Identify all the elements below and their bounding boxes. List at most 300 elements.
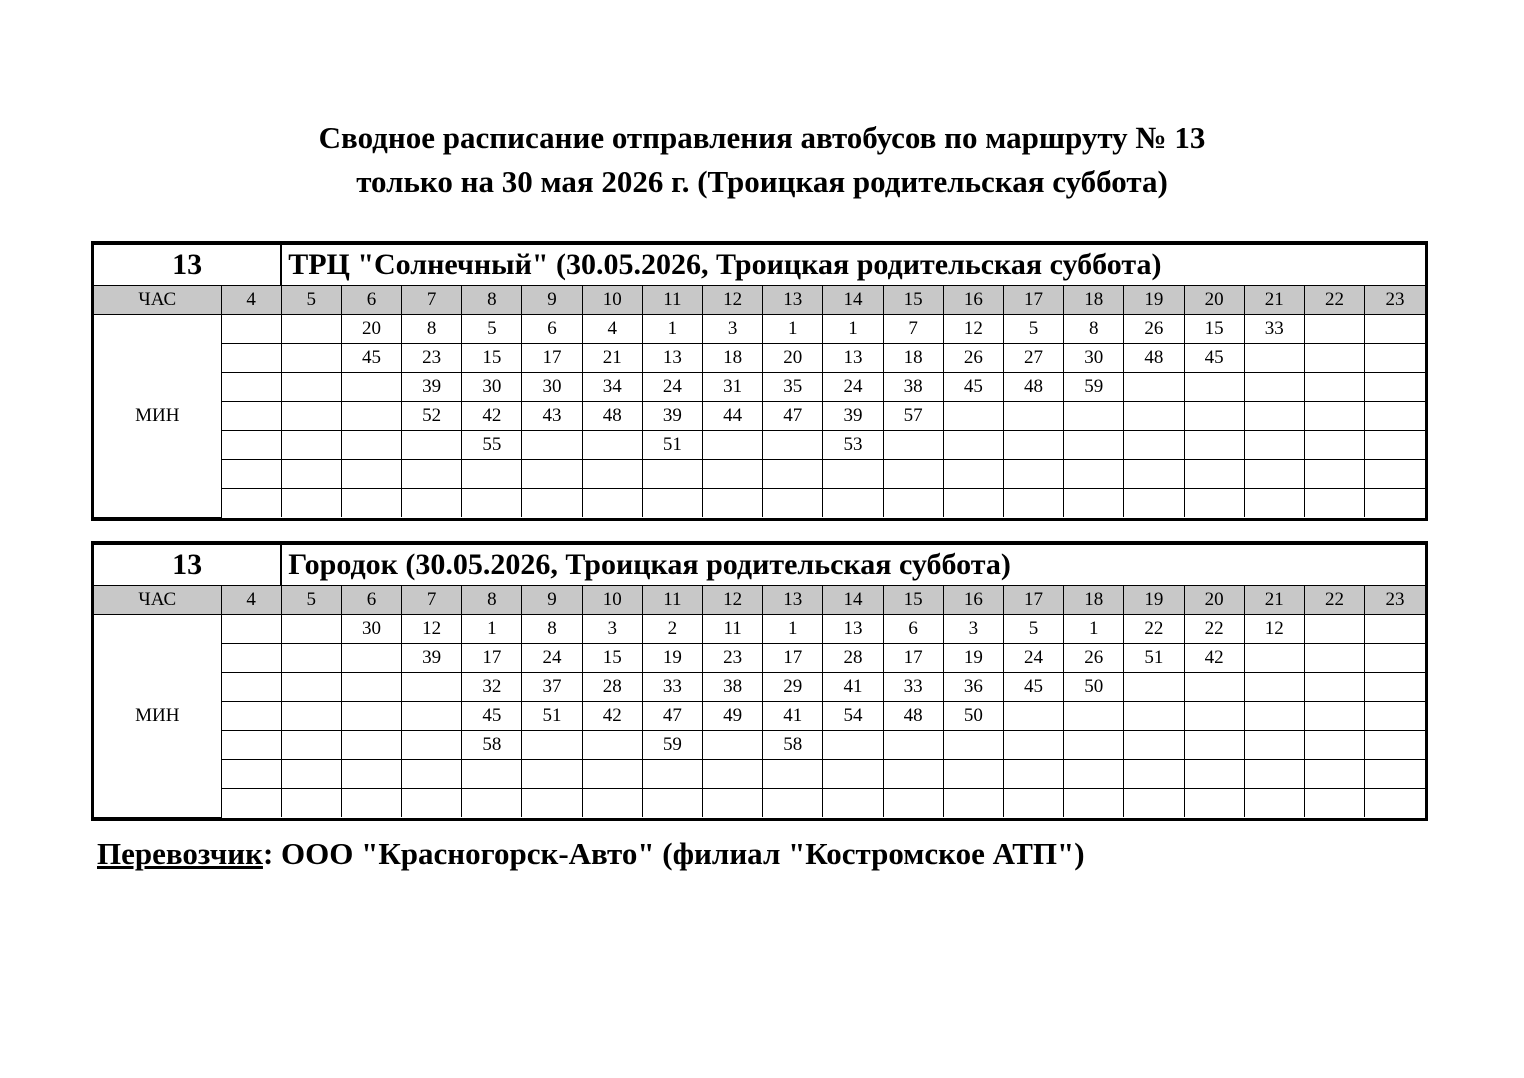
minute-cell: 57 (883, 402, 943, 431)
minute-cell (402, 489, 462, 518)
minute-cell (943, 431, 1003, 460)
minute-cell: 30 (341, 615, 401, 644)
hour-cell: 22 (1304, 586, 1364, 615)
minute-cell (883, 460, 943, 489)
minute-cell (341, 460, 401, 489)
minute-cell: 17 (462, 644, 522, 673)
minute-cell (1365, 644, 1425, 673)
minute-cell (281, 615, 341, 644)
minute-cell (1184, 431, 1244, 460)
minute-cell (522, 431, 582, 460)
minute-cell (1304, 315, 1364, 344)
minute-cell: 30 (522, 373, 582, 402)
minute-cell (1003, 489, 1063, 518)
minute-cell (1244, 489, 1304, 518)
minute-cell: 3 (703, 315, 763, 344)
minute-cell: 38 (883, 373, 943, 402)
minute-cell (1124, 760, 1184, 789)
minute-cell (823, 731, 883, 760)
title-line-2: только на 30 мая 2026 г. (Троицкая родительская суббота) (356, 164, 1168, 199)
minute-cell: 39 (402, 644, 462, 673)
minute-cell (582, 731, 642, 760)
minute-cell (1244, 673, 1304, 702)
minute-cell: 24 (522, 644, 582, 673)
minute-cell (462, 460, 522, 489)
minute-cell (1003, 702, 1063, 731)
minute-cell (1124, 431, 1184, 460)
title-line-1: Сводное расписание отправления автобусов по маршруту № 13 (318, 120, 1206, 155)
minute-cell: 7 (883, 315, 943, 344)
minute-cell (221, 615, 281, 644)
minute-cell (1184, 489, 1244, 518)
minute-cell: 13 (823, 615, 883, 644)
minute-cell (1184, 460, 1244, 489)
minute-cell: 45 (462, 702, 522, 731)
minute-cell: 45 (1003, 673, 1063, 702)
carrier-label: Перевозчик (97, 836, 263, 871)
minute-cell: 59 (642, 731, 702, 760)
minute-cell: 24 (1003, 644, 1063, 673)
minute-cell (522, 731, 582, 760)
hour-cell: 15 (883, 286, 943, 315)
hour-cell: 11 (642, 586, 702, 615)
minute-cell: 13 (823, 344, 883, 373)
minute-cell (943, 402, 1003, 431)
stop-name: ТРЦ "Солнечный" (30.05.2026, Троицкая родительская суббота) (281, 245, 1425, 286)
minute-cell (462, 760, 522, 789)
minute-cell: 4 (582, 315, 642, 344)
minute-cell (1064, 760, 1124, 789)
minute-cell (703, 460, 763, 489)
minute-cell (221, 460, 281, 489)
minute-cell (1365, 373, 1425, 402)
minute-cell (582, 489, 642, 518)
hour-cell: 9 (522, 586, 582, 615)
minute-cell (703, 489, 763, 518)
minute-cell (642, 489, 702, 518)
hour-cell: 14 (823, 286, 883, 315)
hour-cell: 13 (763, 286, 823, 315)
minute-cell (763, 489, 823, 518)
minute-cell: 3 (943, 615, 1003, 644)
minute-cell (582, 760, 642, 789)
minute-cell (341, 702, 401, 731)
minute-cell (402, 673, 462, 702)
minute-cell: 1 (462, 615, 522, 644)
minute-cell (1244, 731, 1304, 760)
minute-cell (1365, 431, 1425, 460)
minute-cell (281, 644, 341, 673)
minute-cell: 24 (642, 373, 702, 402)
minute-cell (1124, 702, 1184, 731)
minute-cell: 53 (823, 431, 883, 460)
minute-cell (1304, 402, 1364, 431)
minute-cell (1124, 402, 1184, 431)
hour-cell: 10 (582, 586, 642, 615)
minute-cell (1304, 702, 1364, 731)
minute-cell: 26 (1064, 644, 1124, 673)
hour-cell: 19 (1124, 286, 1184, 315)
minute-cell: 52 (402, 402, 462, 431)
minute-cell (281, 431, 341, 460)
minute-cell: 33 (1244, 315, 1304, 344)
minute-cell: 51 (642, 431, 702, 460)
minute-cell (1304, 489, 1364, 518)
minute-cell (1184, 760, 1244, 789)
minutes-row (94, 460, 1425, 489)
minute-cell: 42 (1184, 644, 1244, 673)
minute-cell (823, 489, 883, 518)
minute-cell (1365, 673, 1425, 702)
hour-cell: 23 (1365, 586, 1425, 615)
minute-cell (1304, 460, 1364, 489)
hour-cell: 10 (582, 286, 642, 315)
route-number: 13 (94, 245, 281, 286)
minute-cell: 17 (522, 344, 582, 373)
minute-cell (221, 315, 281, 344)
minute-cell: 3 (582, 615, 642, 644)
hour-cell: 17 (1003, 286, 1063, 315)
minute-cell (582, 431, 642, 460)
hour-cell: 13 (763, 586, 823, 615)
minute-cell (823, 460, 883, 489)
minute-cell (883, 760, 943, 789)
minute-cell (1304, 789, 1364, 818)
minutes-row (94, 702, 1425, 731)
minute-cell (1244, 644, 1304, 673)
minutes-row (94, 615, 1425, 644)
minutes-row (94, 315, 1425, 344)
minute-cell (823, 760, 883, 789)
minute-cell: 15 (582, 644, 642, 673)
minute-cell (1064, 731, 1124, 760)
minute-cell (1304, 644, 1364, 673)
minute-cell (1365, 731, 1425, 760)
minute-cell (1184, 373, 1244, 402)
hour-cell: 9 (522, 286, 582, 315)
minute-cell (221, 731, 281, 760)
hour-cell: 20 (1184, 286, 1244, 315)
hour-cell: 22 (1304, 286, 1364, 315)
minute-cell: 22 (1124, 615, 1184, 644)
minute-cell (221, 373, 281, 402)
minute-label: МИН (94, 615, 221, 818)
minute-cell (522, 460, 582, 489)
minute-cell (221, 344, 281, 373)
hour-cell: 11 (642, 286, 702, 315)
minute-cell: 45 (943, 373, 1003, 402)
minute-cell (1365, 402, 1425, 431)
minute-cell: 15 (1184, 315, 1244, 344)
minute-cell (462, 489, 522, 518)
minute-cell (1365, 460, 1425, 489)
minute-cell: 50 (943, 702, 1003, 731)
minute-cell (1124, 731, 1184, 760)
minute-cell (1124, 489, 1184, 518)
hour-cell: 17 (1003, 586, 1063, 615)
minute-cell (1304, 760, 1364, 789)
minutes-row (94, 789, 1425, 818)
hour-cell: 16 (943, 586, 1003, 615)
minute-cell (402, 731, 462, 760)
minute-cell: 48 (1003, 373, 1063, 402)
minute-cell (642, 789, 702, 818)
minute-cell (341, 373, 401, 402)
minute-cell (1003, 460, 1063, 489)
minute-cell (221, 644, 281, 673)
minute-cell (883, 489, 943, 518)
minute-cell (1304, 344, 1364, 373)
minute-cell (341, 402, 401, 431)
minute-cell (703, 431, 763, 460)
minute-cell (1304, 731, 1364, 760)
minute-cell: 39 (402, 373, 462, 402)
hour-label: ЧАС (94, 286, 221, 315)
minutes-row (94, 402, 1425, 431)
minute-cell (1064, 460, 1124, 489)
minute-cell: 18 (883, 344, 943, 373)
minute-cell: 47 (763, 402, 823, 431)
minute-cell: 5 (1003, 315, 1063, 344)
minute-cell: 48 (883, 702, 943, 731)
minute-cell: 26 (943, 344, 1003, 373)
minute-cell (1244, 344, 1304, 373)
minute-cell: 59 (1064, 373, 1124, 402)
minute-cell: 19 (943, 644, 1003, 673)
minute-cell (402, 431, 462, 460)
minutes-row (94, 673, 1425, 702)
minute-cell: 45 (1184, 344, 1244, 373)
minute-cell (1124, 673, 1184, 702)
minute-cell (341, 789, 401, 818)
hour-cell: 18 (1064, 286, 1124, 315)
minute-cell (703, 760, 763, 789)
hour-cell: 6 (341, 586, 401, 615)
minute-cell (642, 760, 702, 789)
minute-cell: 33 (883, 673, 943, 702)
minute-cell: 31 (703, 373, 763, 402)
hour-cell: 21 (1244, 286, 1304, 315)
minute-cell (1244, 789, 1304, 818)
minutes-row (94, 760, 1425, 789)
minute-cell: 6 (883, 615, 943, 644)
minute-cell: 19 (642, 644, 702, 673)
minute-cell (281, 731, 341, 760)
hour-cell: 23 (1365, 286, 1425, 315)
minute-cell (341, 673, 401, 702)
minute-cell (943, 789, 1003, 818)
minute-cell (1365, 344, 1425, 373)
minute-cell (943, 760, 1003, 789)
minute-cell (1184, 702, 1244, 731)
minute-cell (281, 702, 341, 731)
minute-cell (1184, 731, 1244, 760)
minute-cell (1244, 431, 1304, 460)
minute-cell: 32 (462, 673, 522, 702)
hour-cell: 5 (281, 286, 341, 315)
minute-cell (1003, 431, 1063, 460)
minute-cell (1304, 373, 1364, 402)
minute-cell: 2 (642, 615, 702, 644)
minute-cell (221, 402, 281, 431)
table-header-row (94, 545, 1425, 586)
minute-cell (281, 402, 341, 431)
hour-cell: 21 (1244, 586, 1304, 615)
minute-cell (1304, 431, 1364, 460)
route-number: 13 (94, 545, 281, 586)
minute-cell: 33 (642, 673, 702, 702)
minute-cell: 8 (402, 315, 462, 344)
minute-cell: 38 (703, 673, 763, 702)
minute-cell: 13 (642, 344, 702, 373)
minute-cell: 20 (341, 315, 401, 344)
minute-cell (943, 489, 1003, 518)
minute-cell (1064, 489, 1124, 518)
minute-cell (582, 460, 642, 489)
minute-cell: 22 (1184, 615, 1244, 644)
minute-cell (1064, 402, 1124, 431)
hour-cell: 18 (1064, 586, 1124, 615)
minute-cell (522, 489, 582, 518)
minute-cell (281, 315, 341, 344)
minute-cell (221, 489, 281, 518)
minute-cell (1124, 373, 1184, 402)
minute-cell: 24 (823, 373, 883, 402)
minute-cell: 29 (763, 673, 823, 702)
minute-cell (1365, 315, 1425, 344)
minute-cell: 37 (522, 673, 582, 702)
minute-cell (1365, 615, 1425, 644)
minute-cell: 12 (943, 315, 1003, 344)
stop-name: Городок (30.05.2026, Троицкая родительская суббота) (281, 545, 1425, 586)
minute-cell: 42 (582, 702, 642, 731)
minute-cell (703, 789, 763, 818)
minute-cell: 8 (522, 615, 582, 644)
minute-cell (883, 789, 943, 818)
minute-cell (1124, 460, 1184, 489)
minute-cell (1244, 760, 1304, 789)
minute-cell: 48 (1124, 344, 1184, 373)
hour-cell: 20 (1184, 586, 1244, 615)
minute-cell: 5 (462, 315, 522, 344)
minute-cell (1244, 373, 1304, 402)
minute-cell: 20 (763, 344, 823, 373)
page-title (0, 116, 1524, 204)
minute-cell (281, 760, 341, 789)
minute-cell (462, 789, 522, 818)
minute-cell (341, 644, 401, 673)
table-header-row (94, 245, 1425, 286)
minute-cell: 18 (703, 344, 763, 373)
minute-cell: 36 (943, 673, 1003, 702)
minute-cell: 23 (402, 344, 462, 373)
minute-cell (1365, 789, 1425, 818)
minutes-row (94, 431, 1425, 460)
minute-cell: 6 (522, 315, 582, 344)
minute-cell (402, 760, 462, 789)
minute-cell (281, 373, 341, 402)
minute-cell (1365, 489, 1425, 518)
minute-cell: 23 (703, 644, 763, 673)
hour-cell: 8 (462, 286, 522, 315)
minute-cell (823, 789, 883, 818)
minute-cell (763, 460, 823, 489)
minute-cell (642, 460, 702, 489)
hours-row (94, 586, 1425, 615)
minute-cell (1365, 760, 1425, 789)
minute-cell (1244, 460, 1304, 489)
minute-cell (221, 673, 281, 702)
minute-cell: 43 (522, 402, 582, 431)
carrier-info (97, 834, 1085, 874)
schedule-grid (94, 244, 1425, 518)
minute-cell (341, 489, 401, 518)
minute-cell (763, 760, 823, 789)
minute-cell (281, 460, 341, 489)
minute-cell (1003, 402, 1063, 431)
minute-cell (1304, 673, 1364, 702)
minute-label: МИН (94, 315, 221, 518)
carrier-text: : ООО "Красногорск-Авто" (филиал "Костромское АТП") (262, 836, 1085, 871)
minute-cell: 55 (462, 431, 522, 460)
minute-cell: 51 (522, 702, 582, 731)
minute-cell (1003, 760, 1063, 789)
minute-cell: 28 (823, 644, 883, 673)
minute-cell: 58 (763, 731, 823, 760)
minute-cell (1064, 431, 1124, 460)
minute-cell: 27 (1003, 344, 1063, 373)
minute-cell (1184, 673, 1244, 702)
minute-cell (763, 789, 823, 818)
hour-cell: 16 (943, 286, 1003, 315)
minute-cell: 1 (763, 315, 823, 344)
minute-cell: 28 (582, 673, 642, 702)
hour-cell: 15 (883, 586, 943, 615)
minute-cell: 39 (642, 402, 702, 431)
hours-row (94, 286, 1425, 315)
minute-cell (522, 789, 582, 818)
minute-cell (341, 731, 401, 760)
minute-cell (281, 673, 341, 702)
minute-cell: 42 (462, 402, 522, 431)
minute-cell: 1 (823, 315, 883, 344)
minute-cell: 12 (1244, 615, 1304, 644)
minute-cell: 5 (1003, 615, 1063, 644)
minute-cell: 17 (883, 644, 943, 673)
hour-cell: 4 (221, 286, 281, 315)
hour-cell: 14 (823, 586, 883, 615)
minute-cell: 48 (582, 402, 642, 431)
hour-cell: 5 (281, 586, 341, 615)
hour-cell: 6 (341, 286, 401, 315)
minute-cell (943, 460, 1003, 489)
minute-cell (221, 702, 281, 731)
minutes-row (94, 731, 1425, 760)
minute-cell (221, 760, 281, 789)
minute-cell (341, 760, 401, 789)
minute-cell: 54 (823, 702, 883, 731)
minute-cell (1003, 731, 1063, 760)
minute-cell (943, 731, 1003, 760)
hour-cell: 7 (402, 586, 462, 615)
hour-cell: 12 (703, 586, 763, 615)
hour-cell: 7 (402, 286, 462, 315)
hour-cell: 4 (221, 586, 281, 615)
schedule-grid (94, 544, 1425, 818)
minute-cell: 49 (703, 702, 763, 731)
minute-cell (1124, 789, 1184, 818)
minute-cell (281, 489, 341, 518)
